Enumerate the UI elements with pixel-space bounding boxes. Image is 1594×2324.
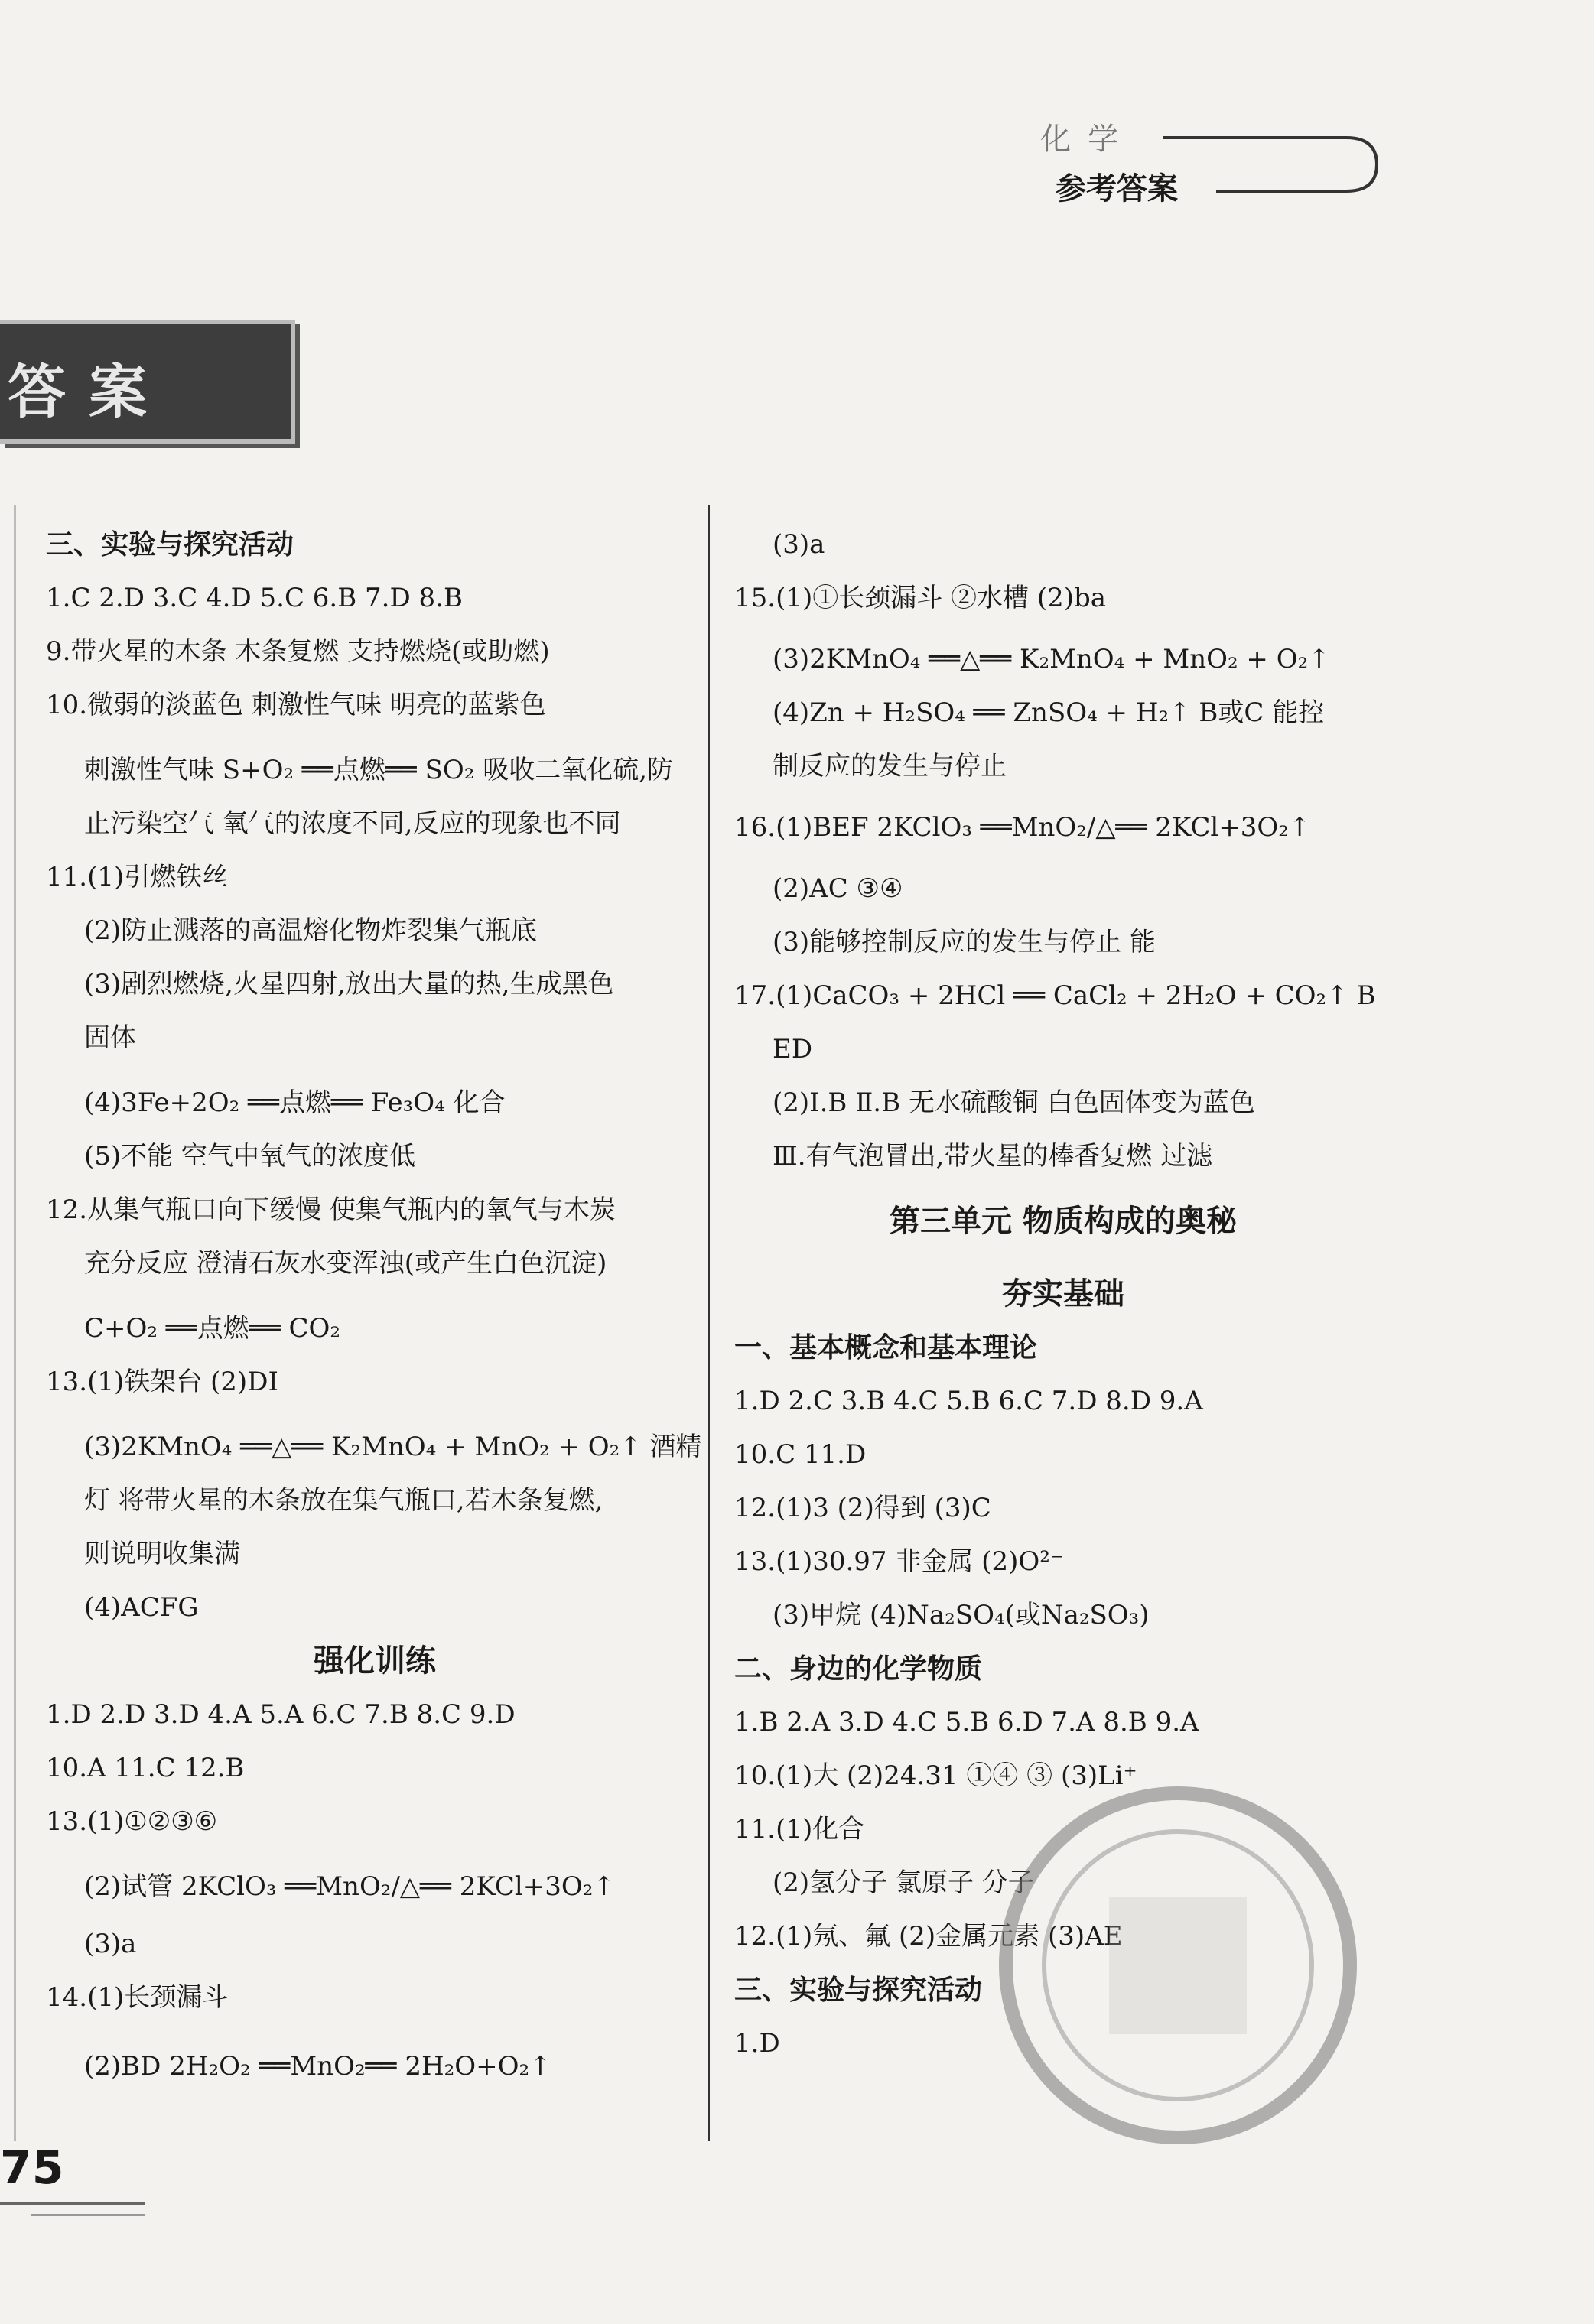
right-column-line: 16.(1)BEF 2KClO₃ ══MnO₂/△══ 2KCl+3O₂↑: [734, 812, 1311, 843]
right-column-line: 12.(1)氖、氟 (2)金属元素 (3)AE: [734, 1921, 1123, 1952]
right-column-line: 10.(1)大 (2)24.31 ①④ ③ (3)Li⁺: [734, 1760, 1137, 1791]
left-column-line: (4)ACFG: [84, 1592, 199, 1623]
left-column-line: 充分反应 澄清石灰水变浑浊(或产生白色沉淀): [84, 1248, 607, 1279]
right-column-line: (4)Zn + H₂SO₄ ══ ZnSO₄ + H₂↑ B或C 能控: [773, 697, 1325, 728]
exam-stamp-icon: [994, 1782, 1361, 2149]
right-column-line: 第三单元 物质构成的奥秘: [890, 1203, 1237, 1239]
left-column-line: 11.(1)引燃铁丝: [46, 862, 229, 892]
left-column-line: 固体: [84, 1022, 136, 1053]
page-underline-2: [31, 2214, 145, 2216]
left-column-line: 1.D 2.D 3.D 4.A 5.A 6.C 7.B 8.C 9.D: [46, 1699, 516, 1730]
page-underline: [0, 2202, 145, 2205]
left-column-line: 刺激性气味 S+O₂ ══点燃══ SO₂ 吸收二氧化硫,防: [84, 755, 673, 785]
right-column-line: 10.C 11.D: [734, 1439, 867, 1470]
left-column-line: 灯 将带火星的木条放在集气瓶口,若木条复燃,: [84, 1485, 603, 1516]
left-column-line: (4)3Fe+2O₂ ══点燃══ Fe₃O₄ 化合: [84, 1087, 506, 1118]
header-title: 参考答案: [1056, 171, 1178, 206]
page-number: 75: [0, 2141, 64, 2195]
right-column-line: 1.D 2.C 3.B 4.C 5.B 6.C 7.D 8.D 9.A: [734, 1386, 1203, 1416]
right-column-line: 制反应的发生与停止: [773, 751, 1007, 782]
right-column-line: (3)a: [773, 529, 825, 560]
header-subject: 化学: [1040, 122, 1135, 157]
left-column-line: 10.A 11.C 12.B: [46, 1753, 245, 1783]
column-divider: [708, 505, 710, 2141]
right-column-line: 13.(1)30.97 非金属 (2)O²⁻: [734, 1546, 1064, 1577]
left-column-line: 止污染空气 氧气的浓度不同,反应的现象也不同: [84, 808, 621, 839]
left-column-line: (2)试管 2KClO₃ ══MnO₂/△══ 2KCl+3O₂↑: [84, 1871, 615, 1902]
left-column-line: 9.带火星的木条 木条复燃 支持燃烧(或助燃): [46, 636, 550, 667]
left-column-line: (3)剧烈燃烧,火星四射,放出大量的热,生成黑色: [84, 969, 614, 999]
left-column-line: (5)不能 空气中氧气的浓度低: [84, 1141, 415, 1172]
right-column-line: (2)氢分子 氯原子 分子: [773, 1867, 1034, 1898]
banner-text: 答案: [8, 358, 170, 426]
right-column-line: 15.(1)①长颈漏斗 ②水槽 (2)ba: [734, 583, 1107, 613]
left-column-line: 三、实验与探究活动: [46, 528, 294, 561]
right-column-line: Ⅲ.有气泡冒出,带火星的棒香复燃 过滤: [773, 1141, 1213, 1172]
header-bracket-icon: [1147, 130, 1392, 199]
left-column-line: 1.C 2.D 3.C 4.D 5.C 6.B 7.D 8.B: [46, 583, 463, 613]
left-column-line: 10.微弱的淡蓝色 刺激性气味 明亮的蓝紫色: [46, 690, 546, 720]
right-column-line: (3)甲烷 (4)Na₂SO₄(或Na₂SO₃): [773, 1600, 1150, 1630]
right-column-line: 17.(1)CaCO₃ + 2HCl ══ CaCl₂ + 2H₂O + CO₂↑ B: [734, 980, 1376, 1011]
right-column-line: (3)能够控制反应的发生与停止 能: [773, 927, 1156, 957]
right-column-line: 11.(1)化合: [734, 1814, 865, 1845]
right-column-line: 夯实基础: [1002, 1276, 1124, 1312]
left-column-line: 13.(1)①②③⑥: [46, 1806, 218, 1837]
right-column-line: 1.D: [734, 2028, 780, 2059]
left-column-line: 13.(1)铁架台 (2)DI: [46, 1367, 278, 1397]
left-column-line: 则说明收集满: [84, 1539, 240, 1569]
left-column-line: C+O₂ ══点燃══ CO₂: [84, 1313, 341, 1344]
left-column-line: (2)防止溅落的高温熔化物炸裂集气瓶底: [84, 915, 538, 946]
right-column-line: ED: [773, 1034, 813, 1064]
right-column-line: 12.(1)3 (2)得到 (3)C: [734, 1493, 991, 1523]
answer-banner: [0, 320, 295, 444]
left-column-line: 14.(1)长颈漏斗: [46, 1982, 229, 2013]
left-column-line: (3)2KMnO₄ ══△══ K₂MnO₄ + MnO₂ + O₂↑ 酒精: [84, 1432, 702, 1462]
right-column-line: 1.B 2.A 3.D 4.C 5.B 6.D 7.A 8.B 9.A: [734, 1707, 1199, 1737]
right-column-line: 二、身边的化学物质: [734, 1653, 983, 1685]
right-column-line: 一、基本概念和基本理论: [734, 1331, 1038, 1364]
left-column-line: (2)BD 2H₂O₂ ══MnO₂══ 2H₂O+O₂↑: [84, 2051, 551, 2082]
left-column-line: 12.从集气瓶口向下缓慢 使集气瓶内的氧气与木炭: [46, 1195, 616, 1225]
right-column-line: 三、实验与探究活动: [734, 1974, 983, 2006]
right-column-line: (2)AC ③④: [773, 873, 903, 904]
right-column-line: (2)Ⅰ.B Ⅱ.B 无水硫酸铜 白色固体变为蓝色: [773, 1087, 1255, 1118]
left-margin-line: [14, 505, 16, 2141]
left-column-line: (3)a: [84, 1929, 137, 1959]
left-column-line: 强化训练: [314, 1643, 436, 1679]
right-column-line: (3)2KMnO₄ ══△══ K₂MnO₄ + MnO₂ + O₂↑: [773, 644, 1330, 674]
